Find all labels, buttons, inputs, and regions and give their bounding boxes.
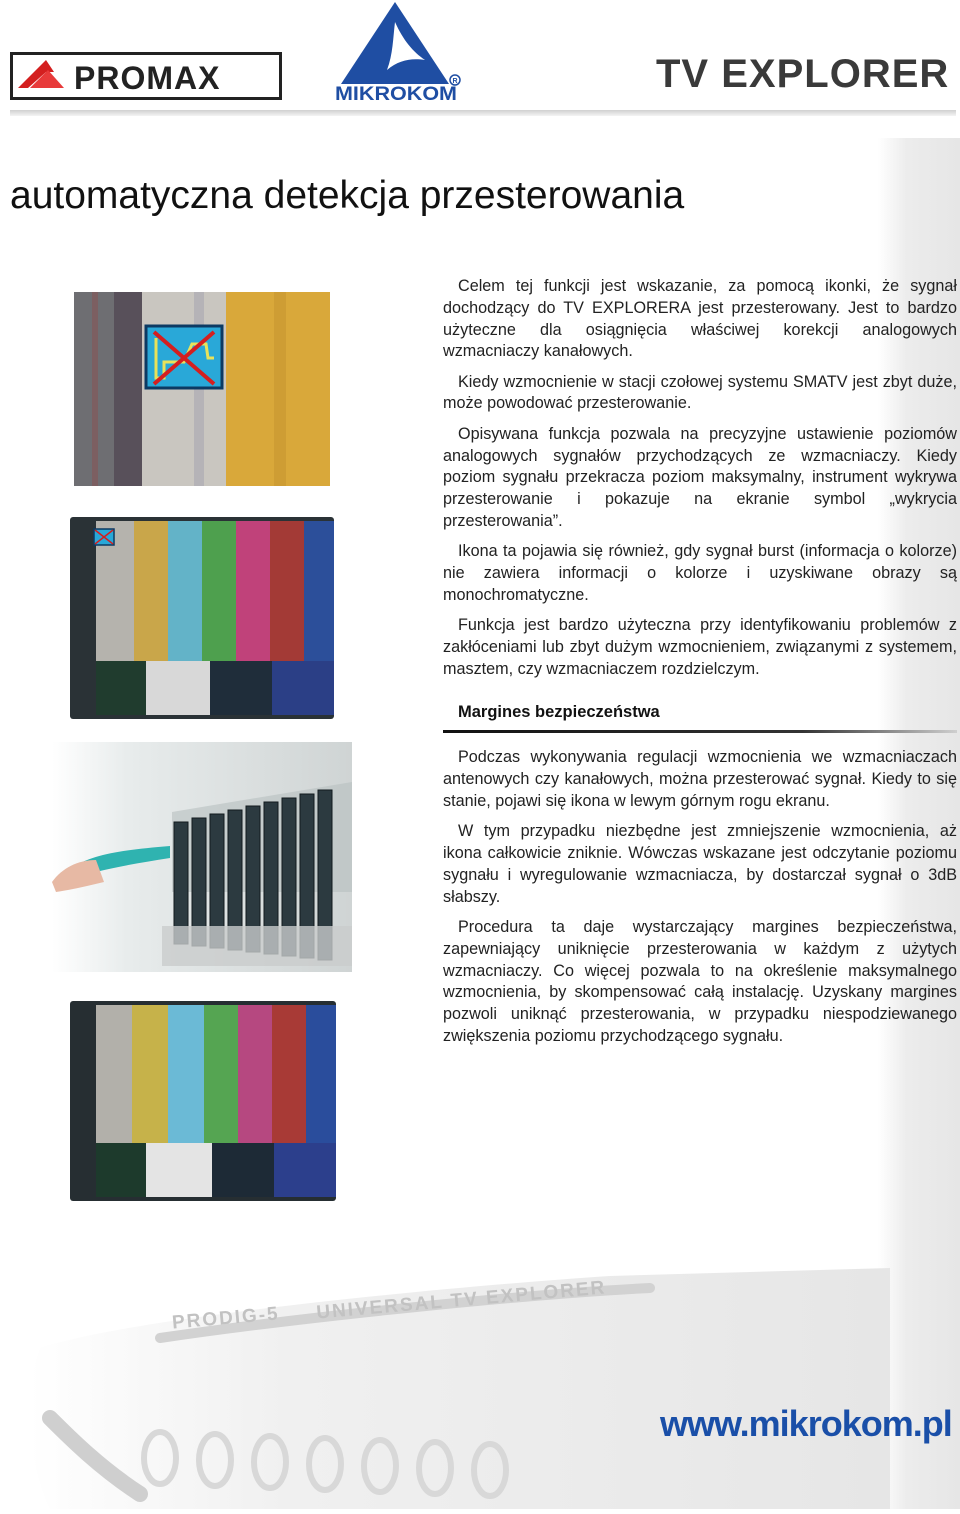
intro-paragraph-4: Ikona ta pojawia się również, gdy sygnał burst (informacja o kolorze) nie zawiera informacji o kolorze i uzyskiwane obrazy są monochromatyczne. [443,542,957,604]
intro-paragraph-3: Opisywana funkcja pozwala na precyzyjne ustawienie poziomów analogowych sygnałów przychodzących ze wzmacniaczy. Kiedy poziom sygnału przekracza poziom maksymalny, instrument wykrywa przesterowanie i pokazuje na ekranie symbol „wykrycia przesterowania”. [443,424,957,530]
color-bars-screen-with-icon [70,517,334,719]
color-bars-screen-clean [70,1001,336,1201]
mikrokom-logo-text: MIKROKOM [335,84,457,103]
mikrokom-logo [333,0,463,103]
text-column [443,276,957,1056]
page-title: automatyczna detekcja przesterowania [10,174,685,217]
product-title: TV EXPLORER [656,52,950,96]
website-link[interactable]: www.mikrokom.pl [660,1403,952,1444]
safety-paragraph-3: Procedura ta daje wystarczający margines bezpieczeństwa, zapewniający uniknięcie przesterowania w każdym z użytych wzmacniaczy. Co więcej pozwala to na określenie maksymalnego wzmocnienia, by skompensować całą instalację. Uzyskany margines pozwoli uniknąć przesterowania, w przypadku niespodziewanego zwiększenia poziomu przychodzącego sygnału. [443,917,957,1045]
overload-screen-closeup [74,292,330,486]
device-product-label: UNIVERSAL TV EXPLORER [315,1277,608,1324]
safety-section-heading: Margines bezpieczeństwa [458,702,660,721]
svg-text:R: R [452,78,458,85]
safety-paragraph-2: W tym przypadku niezbędne jest zmniejszenie wzmocnienia, aż ikona całkowicie zniknie. Wówczas wskazane jest odczytanie poziomu sygnału i wyregulowanie wzmacniacza, by dostarczał sygnał o 3dB słabszy. [443,822,957,906]
device-model-label: PRODIG-5 [171,1303,281,1334]
promax-logo-text: PROMAX [74,60,221,96]
overload-warning-icon [146,326,222,388]
intro-paragraph-5: Funkcja jest bardzo użyteczna przy identyfikowaniu problemów z zakłóceniami lub zbyt dużym wzmocnieniem, związanymi z systemem, masztem, czy wzmacniaczem rozdzielczym. [443,616,957,678]
safety-paragraph-1: Podczas wykonywania regulacji wzmocnienia we wzmacniaczach antenowych czy kanałowych, można przesterować sygnał. Kiedy to się stanie, pojawi się ikona w lewym górnym rogu ekranu. [443,748,957,810]
intro-paragraph-2: Kiedy wzmocnienie w stacji czołowej systemu SMATV jest zbyt duże, może powodować przesterowanie. [443,372,957,413]
promax-logo [10,52,282,100]
header-divider [10,110,956,116]
section-rule [443,730,957,733]
intro-paragraph-1: Celem tej funkcji jest wskazanie, za pomocą ikonki, że sygnał dochodzący do TV EXPLORERA jest przesterowany. Jest to bardzo użyteczne dla osiągnięcia właściwej korekcji analogowych wzmacniaczy kanałowych. [443,277,957,361]
small-overload-icon [94,529,114,545]
amplifier-rack-photo [52,742,352,972]
